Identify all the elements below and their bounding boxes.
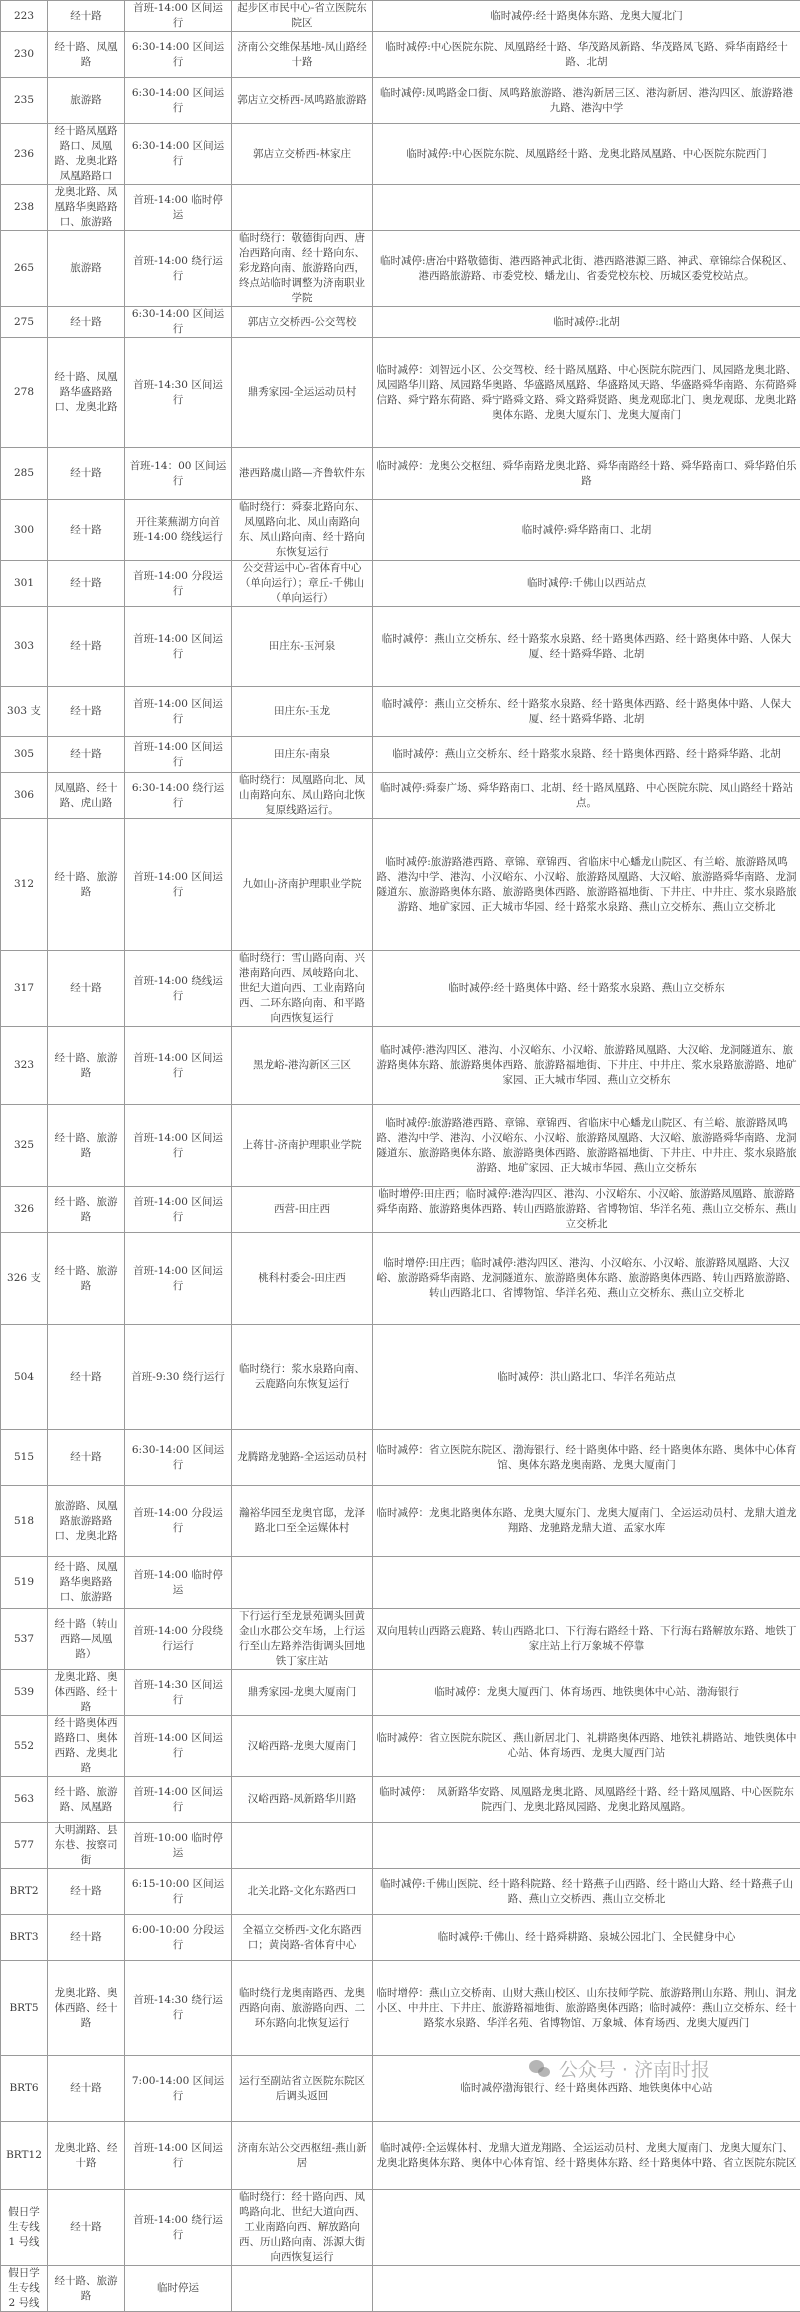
stop-changes-cell: 临时减停：龙奥北路奥体东路、龙奥大厦东门、龙奥大厦南门、全运运动员村、龙鼎大道龙翔路、龙驰路龙鼎大道、孟家水库 bbox=[373, 1486, 800, 1557]
operation-time-cell: 6:30-14:00 区间运行 bbox=[125, 307, 232, 338]
run-section-cell: 临时绕行：经十路向西、凤鸣路向北、世纪大道向西、工业南路向西、解放路向西、历山路向南、泺源大街向西恢复运行 bbox=[232, 2190, 373, 2266]
operation-time-cell: 首班-14:30 区间运行 bbox=[125, 338, 232, 448]
route-number-cell: 303 bbox=[1, 607, 48, 687]
stop-changes-cell: 临时减停:舜华路南口、北胡 bbox=[373, 500, 800, 561]
route-number-cell: 223 bbox=[1, 1, 48, 32]
affected-road-cell: 经十路（转山西路—凤凰路） bbox=[48, 1609, 125, 1670]
affected-road-cell: 经十路、凤凰路华盛路路口、龙奥北路 bbox=[48, 338, 125, 448]
table-row bbox=[1, 687, 800, 737]
run-section-cell: 鼎秀家园-龙奥大厦南门 bbox=[232, 1670, 373, 1716]
run-section-cell: 运行至副站省立医院东院区后调头返回 bbox=[232, 2056, 373, 2122]
stop-changes-cell: 临时减停渤海银行、经十路奥体西路、地铁奥体中心站 bbox=[373, 2056, 800, 2122]
table-row bbox=[1, 1961, 800, 2056]
route-number-cell: 300 bbox=[1, 500, 48, 561]
run-section-cell bbox=[232, 1823, 373, 1869]
operation-time-cell: 首班-14:00 区间运行 bbox=[125, 1027, 232, 1105]
operation-time-cell: 首班-14:00 区间运行 bbox=[125, 1, 232, 32]
affected-road-cell: 经十路奥体西路路口、奥体西路、龙奥北路 bbox=[48, 1716, 125, 1777]
route-number-cell: BRT6 bbox=[1, 2056, 48, 2122]
stop-changes-cell: 临时减停:千佛山以西站点 bbox=[373, 561, 800, 607]
route-number-cell: 326 支 bbox=[1, 1233, 48, 1325]
route-number-cell: 504 bbox=[1, 1325, 48, 1430]
operation-time-cell: 首班-9:30 绕行运行 bbox=[125, 1325, 232, 1430]
affected-road-cell: 经十路 bbox=[48, 737, 125, 773]
affected-road-cell: 旅游路 bbox=[48, 78, 125, 124]
operation-time-cell: 首班-10:00 临时停运 bbox=[125, 1823, 232, 1869]
table-row bbox=[1, 737, 800, 773]
run-section-cell: 黑龙峪-港沟新区三区 bbox=[232, 1027, 373, 1105]
affected-road-cell: 经十路、旅游路 bbox=[48, 1105, 125, 1187]
run-section-cell: 临时绕行：雪山路向南、兴港南路向西、凤岐路向北、世纪大道向西、工业南路向西、二环东路向南、和平路向西恢复运行 bbox=[232, 951, 373, 1027]
stop-changes-cell: 临时减停:千佛山、经十路舜耕路、泉城公园北门、全民健身中心 bbox=[373, 1915, 800, 1961]
affected-road-cell: 经十路、凤凰路华奥路路口、旅游路 bbox=[48, 1557, 125, 1609]
run-section-cell: 鼎秀家园-全运运动员村 bbox=[232, 338, 373, 448]
affected-road-cell: 经十路 bbox=[48, 1430, 125, 1486]
table-row bbox=[1, 1609, 800, 1670]
table-row bbox=[1, 1716, 800, 1777]
operation-time-cell: 首班-14:00 区间运行 bbox=[125, 819, 232, 951]
stop-changes-cell: 临时减停：刘智远小区、公交驾校、经十路凤凰路、中心医院东院西门、凤园路龙奥北路、凤园路华川路、凤园路华奥路、华盛路凤凰路、华盛路凤天路、华盛路舜华南路、东荷路舜信路、舜宁路东荷路、舜宁路舜文路、舜文路舜贤路、奥龙观邸北门、奥龙观邸、龙奥北路奥体东路、龙奥大厦东门、龙奥大厦南门 bbox=[373, 338, 800, 448]
table-row bbox=[1, 561, 800, 607]
table-row bbox=[1, 32, 800, 78]
run-section-cell: 下行运行至龙景苑调头回黄金山水郡公交车场，上行运行至山左路养浩街调头回地铁丁家庄站 bbox=[232, 1609, 373, 1670]
stop-changes-cell bbox=[373, 2190, 800, 2266]
route-number-cell: 305 bbox=[1, 737, 48, 773]
route-number-cell: 236 bbox=[1, 124, 48, 185]
operation-time-cell: 6:30-14:00 区间运行 bbox=[125, 124, 232, 185]
operation-time-cell: 首班-14:00 区间运行 bbox=[125, 737, 232, 773]
operation-time-cell: 6:30-14:00 区间运行 bbox=[125, 78, 232, 124]
route-number-cell: 537 bbox=[1, 1609, 48, 1670]
table-row bbox=[1, 1187, 800, 1233]
route-number-cell: 326 bbox=[1, 1187, 48, 1233]
affected-road-cell: 龙奥北路、奥体西路、经十路 bbox=[48, 1670, 125, 1716]
operation-time-cell: 6:30-14:00 绕行运行 bbox=[125, 773, 232, 819]
affected-road-cell: 经十路、旅游路 bbox=[48, 1027, 125, 1105]
affected-road-cell: 大明湖路、县东巷、按察司街 bbox=[48, 1823, 125, 1869]
operation-time-cell: 首班-14:00 分段运行 bbox=[125, 561, 232, 607]
run-section-cell: 田庄东-玉龙 bbox=[232, 687, 373, 737]
operation-time-cell: 首班-14:00 区间运行 bbox=[125, 2122, 232, 2190]
run-section-cell: 全福立交桥西-文化东路西口；黄岗路-省体育中心 bbox=[232, 1915, 373, 1961]
table-row bbox=[1, 78, 800, 124]
stop-changes-cell: 临时减停：龙奥公交枢纽、舜华南路龙奥北路、舜华南路经十路、舜华路南口、舜华路伯乐路 bbox=[373, 448, 800, 500]
operation-time-cell: 首班-14:00 区间运行 bbox=[125, 1716, 232, 1777]
operation-time-cell: 首班-14:00 绕行运行 bbox=[125, 2190, 232, 2266]
run-section-cell: 郭店立交桥西-林家庄 bbox=[232, 124, 373, 185]
run-section-cell: 临时绕行：凤凰路向北、凤山南路向东、凤山路向北恢复原线路运行。 bbox=[232, 773, 373, 819]
table-row bbox=[1, 231, 800, 307]
table-row bbox=[1, 1670, 800, 1716]
route-number-cell: 539 bbox=[1, 1670, 48, 1716]
affected-road-cell: 龙奥北路、奥体西路、经十路 bbox=[48, 1961, 125, 2056]
run-section-cell: 桃科村委会-田庄西 bbox=[232, 1233, 373, 1325]
route-number-cell: 230 bbox=[1, 32, 48, 78]
operation-time-cell: 首班-14:00 绕行运行 bbox=[125, 231, 232, 307]
route-number-cell: 假日学生专线 1 号线 bbox=[1, 2190, 48, 2266]
route-number-cell: 303 支 bbox=[1, 687, 48, 737]
route-number-cell: BRT2 bbox=[1, 1869, 48, 1915]
stop-changes-cell: 临时减停:港沟四区、港沟、小汉峪东、小汉峪、旅游路凤凰路、大汉峪、龙洞隧道东、旅游路奥体东路、旅游路奥体西路、旅游路福地街、下井庄、中井庄、浆水泉路旅游路、地矿家园、正大城市华园、燕山立交桥东 bbox=[373, 1027, 800, 1105]
run-section-cell bbox=[232, 2266, 373, 2312]
table-row bbox=[1, 2122, 800, 2190]
table-row bbox=[1, 1027, 800, 1105]
stop-changes-cell: 临时减停：燕山立交桥东、经十路浆水泉路、经十路奥体西路、经十路奥体中路、人保大厦、经十路舜华路、北胡 bbox=[373, 687, 800, 737]
stop-changes-cell: 临时减停:中心医院东院、凤凰路经十路、华茂路凤新路、华茂路凤飞路、舜华南路经十路、北胡 bbox=[373, 32, 800, 78]
affected-road-cell: 经十路 bbox=[48, 500, 125, 561]
stop-changes-cell: 临时减停：燕山立交桥东、经十路浆水泉路、经十路奥体西路、经十路舜华路、北胡 bbox=[373, 737, 800, 773]
stop-changes-cell: 临时减停：省立医院东院区、渤海银行、经十路奥体中路、经十路奥体东路、奥体中心体育馆、奥体东路龙奥南路、龙奥大厦南门 bbox=[373, 1430, 800, 1486]
route-number-cell: BRT5 bbox=[1, 1961, 48, 2056]
table-row bbox=[1, 1430, 800, 1486]
affected-road-cell: 经十路 bbox=[48, 561, 125, 607]
run-section-cell: 田庄东-玉河泉 bbox=[232, 607, 373, 687]
operation-time-cell: 开往莱蕪湖方向首班-14:00 绕线运行 bbox=[125, 500, 232, 561]
route-number-cell: 325 bbox=[1, 1105, 48, 1187]
run-section-cell: 临时绕行龙奥南路西、龙奥西路向南、旅游路向西、二环东路向北恢复运行 bbox=[232, 1961, 373, 2056]
run-section-cell bbox=[232, 185, 373, 231]
affected-road-cell: 经十路 bbox=[48, 687, 125, 737]
stop-changes-cell: 临时减停:中心医院东院、凤凰路经十路、龙奥北路凤凰路、中心医院东院西门 bbox=[373, 124, 800, 185]
affected-road-cell: 旅游路、凤凰路旅游路路口、龙奥北路 bbox=[48, 1486, 125, 1557]
operation-time-cell: 首班-14:00 区间运行 bbox=[125, 1105, 232, 1187]
operation-time-cell: 6:00-10:00 分段运行 bbox=[125, 1915, 232, 1961]
affected-road-cell: 经十路、旅游路 bbox=[48, 819, 125, 951]
stop-changes-cell: 临时减停:舜泰广场、舜华路南口、北胡、经十路凤凰路、中心医院东院、凤山路经十路站点。 bbox=[373, 773, 800, 819]
table-row bbox=[1, 2190, 800, 2266]
affected-road-cell: 经十路 bbox=[48, 1915, 125, 1961]
operation-time-cell: 6:15-10:00 区间运行 bbox=[125, 1869, 232, 1915]
affected-road-cell: 凤凰路、经十路、虎山路 bbox=[48, 773, 125, 819]
table-row bbox=[1, 338, 800, 448]
table-row bbox=[1, 500, 800, 561]
operation-time-cell: 首班-14:30 区间运行 bbox=[125, 1670, 232, 1716]
affected-road-cell: 经十路 bbox=[48, 951, 125, 1027]
table-row bbox=[1, 2266, 800, 2312]
run-section-cell: 临时绕行：敬德街向西、唐冶西路向南、经十路向东、彩龙路向南、旅游路向西，终点站临时调整为济南职业学院 bbox=[232, 231, 373, 307]
operation-time-cell: 首班-14:00 区间运行 bbox=[125, 1187, 232, 1233]
route-number-cell: 265 bbox=[1, 231, 48, 307]
route-number-cell: 317 bbox=[1, 951, 48, 1027]
route-number-cell: 519 bbox=[1, 1557, 48, 1609]
operation-time-cell: 首班-14:30 绕行运行 bbox=[125, 1961, 232, 2056]
wechat-icon bbox=[529, 2060, 551, 2078]
route-number-cell: 552 bbox=[1, 1716, 48, 1777]
affected-road-cell: 经十路 bbox=[48, 607, 125, 687]
affected-road-cell: 经十路 bbox=[48, 1, 125, 32]
table-row bbox=[1, 1869, 800, 1915]
stop-changes-cell bbox=[373, 1823, 800, 1869]
run-section-cell: 汉峪西路-龙奥大厦南门 bbox=[232, 1716, 373, 1777]
route-number-cell: 577 bbox=[1, 1823, 48, 1869]
run-section-cell: 济南东站公交西枢纽-燕山新居 bbox=[232, 2122, 373, 2190]
table-row bbox=[1, 1325, 800, 1430]
run-section-cell: 济南公交维保基地-凤山路经十路 bbox=[232, 32, 373, 78]
stop-changes-cell: 临时减停:唐冶中路敬德街、港西路神武北街、港西路港源三路、神武、章锦综合保税区、港西路旅游路、市委党校、蟠龙山、省委党校东校、历城区委党校站点。 bbox=[373, 231, 800, 307]
affected-road-cell: 旅游路 bbox=[48, 231, 125, 307]
stop-changes-cell: 临时增停：燕山立交桥南、山财大燕山校区、山东技师学院、旅游路荆山东路、荆山、洞龙小区、中井庄、下井庄、旅游路福地街、旅游路奥体西路；临时减停：燕山立交桥东、经十路浆水泉路、华洋名苑、省博物馆、万象城、体育场西、龙奥大厦西门 bbox=[373, 1961, 800, 2056]
stop-changes-cell: 临时减停:北胡 bbox=[373, 307, 800, 338]
affected-road-cell: 经十路 bbox=[48, 2056, 125, 2122]
affected-road-cell: 经十路、旅游路 bbox=[48, 1233, 125, 1325]
run-section-cell: 临时绕行：浆水泉路向南、云鹿路向东恢复运行 bbox=[232, 1325, 373, 1430]
run-section-cell: 龙腾路龙驰路-全运运动员村 bbox=[232, 1430, 373, 1486]
operation-time-cell: 首班-14:00 临时停运 bbox=[125, 185, 232, 231]
affected-road-cell: 龙奥北路、经十路 bbox=[48, 2122, 125, 2190]
run-section-cell: 田庄东-南泉 bbox=[232, 737, 373, 773]
table-row bbox=[1, 1105, 800, 1187]
stop-changes-cell: 临时减停:旅游路港西路、章锦、章锦西、省临床中心蟠龙山院区、有兰峪、旅游路凤鸣路、港沟中学、港沟、小汉峪东、小汉峪、旅游路凤凰路、大汉峪、旅游路舜华南路、龙洞隧道东、旅游路奥体东路、旅游路奥体西路、旅游路福地街、下井庄、中井庄、浆水泉路旅游路、地矿家园、正大城市华园、燕山立交桥东 bbox=[373, 1105, 800, 1187]
stop-changes-cell: 临时减停:经十路奥体东路、龙奥大厦北门 bbox=[373, 1, 800, 32]
table-row bbox=[1, 951, 800, 1027]
table-row bbox=[1, 607, 800, 687]
route-number-cell: 238 bbox=[1, 185, 48, 231]
table-row bbox=[1, 1486, 800, 1557]
operation-time-cell: 6:30-14:00 区间运行 bbox=[125, 1430, 232, 1486]
operation-time-cell: 首班-14:00 分段绕行运行 bbox=[125, 1609, 232, 1670]
watermark-text: 公众号 · 济南时报 bbox=[559, 2055, 710, 2082]
stop-changes-cell: 临时减停：燕山立交桥东、经十路浆水泉路、经十路奥体西路、经十路奥体中路、人保大厦、经十路舜华路、北胡 bbox=[373, 607, 800, 687]
route-number-cell: 515 bbox=[1, 1430, 48, 1486]
route-number-cell: BRT3 bbox=[1, 1915, 48, 1961]
table-row bbox=[1, 448, 800, 500]
table-row bbox=[1, 1777, 800, 1823]
route-number-cell: 312 bbox=[1, 819, 48, 951]
table-row bbox=[1, 819, 800, 951]
operation-time-cell: 首班-14：00 区间运行 bbox=[125, 448, 232, 500]
table-row bbox=[1, 1557, 800, 1609]
route-number-cell: 275 bbox=[1, 307, 48, 338]
table-row bbox=[1, 1, 800, 32]
run-section-cell: 上蒋甘-济南护理职业学院 bbox=[232, 1105, 373, 1187]
route-number-cell: 518 bbox=[1, 1486, 48, 1557]
stop-changes-cell: 临时减停：省立医院东院区、燕山新居北门、礼耕路奥体西路、地铁礼耕路站、地铁奥体中心站、体育场西、龙奥大厦西门站 bbox=[373, 1716, 800, 1777]
stop-changes-cell: 临时减停：洪山路北口、华洋名苑站点 bbox=[373, 1325, 800, 1430]
stop-changes-cell: 双向甩转山西路云鹿路、转山西路北口、下行海右路经十路、下行海右路解放东路、地铁丁家庄站上行万象城不停靠 bbox=[373, 1609, 800, 1670]
run-section-cell: 临时绕行：舜泰北路向东、凤凰路向北、凤山南路向东、凤山路向南、经十路向东恢复运行 bbox=[232, 500, 373, 561]
stop-changes-cell: 临时减停:经十路奥体中路、经十路浆水泉路、燕山立交桥东 bbox=[373, 951, 800, 1027]
affected-road-cell: 经十路 bbox=[48, 307, 125, 338]
route-number-cell: 285 bbox=[1, 448, 48, 500]
run-section-cell: 公交营运中心-省体育中心（单向运行）；章丘-千佛山（单向运行） bbox=[232, 561, 373, 607]
run-section-cell: 郭店立交桥西-凤鸣路旅游路 bbox=[232, 78, 373, 124]
route-number-cell: 563 bbox=[1, 1777, 48, 1823]
operation-time-cell: 首班-14:00 分段运行 bbox=[125, 1486, 232, 1557]
operation-time-cell: 首班-14:00 区间运行 bbox=[125, 607, 232, 687]
run-section-cell: 瀚裕华园至龙奥官邸，龙泽路北口至全运媒体村 bbox=[232, 1486, 373, 1557]
run-section-cell bbox=[232, 1557, 373, 1609]
affected-road-cell: 龙奥北路、凤凰路华奥路路口、旅游路 bbox=[48, 185, 125, 231]
affected-road-cell: 经十路、旅游路、凤凰路 bbox=[48, 1777, 125, 1823]
route-number-cell: 323 bbox=[1, 1027, 48, 1105]
affected-road-cell: 经十路 bbox=[48, 448, 125, 500]
route-number-cell: 278 bbox=[1, 338, 48, 448]
table-row bbox=[1, 124, 800, 185]
affected-road-cell: 经十路、旅游路 bbox=[48, 1187, 125, 1233]
route-number-cell: 301 bbox=[1, 561, 48, 607]
operation-time-cell: 6:30-14:00 区间运行 bbox=[125, 32, 232, 78]
operation-time-cell: 首班-14:00 绕线运行 bbox=[125, 951, 232, 1027]
operation-time-cell: 首班-14:00 区间运行 bbox=[125, 687, 232, 737]
table-row bbox=[1, 773, 800, 819]
route-number-cell: 306 bbox=[1, 773, 48, 819]
stop-changes-cell bbox=[373, 1557, 800, 1609]
affected-road-cell: 经十路 bbox=[48, 2190, 125, 2266]
table-row bbox=[1, 185, 800, 231]
run-section-cell: 起步区市民中心-省立医院东院区 bbox=[232, 1, 373, 32]
stop-changes-cell: 临时增停:田庄西；临时减停:港沟四区、港沟、小汉峪东、小汉峪、旅游路凤凰路、旅游路舜华南路、旅游路奥体西路、转山西路旅游路、省博物馆、华洋名苑、燕山立交桥东、燕山立交桥北 bbox=[373, 1187, 800, 1233]
stop-changes-cell: 临时减停：龙奥大厦西门、体育场西、地铁奥体中心站、渤海银行 bbox=[373, 1670, 800, 1716]
operation-time-cell: 首班-14:00 临时停运 bbox=[125, 1557, 232, 1609]
affected-road-cell: 经十路凤凰路路口、凤凰路、龙奥北路凤凰路路口 bbox=[48, 124, 125, 185]
run-section-cell: 郭店立交桥西-公交驾校 bbox=[232, 307, 373, 338]
affected-road-cell: 经十路、凤凰路 bbox=[48, 32, 125, 78]
stop-changes-cell: 临时增停:田庄西；临时减停:港沟四区、港沟、小汉峪东、小汉峪、旅游路凤凰路、大汉峪、旅游路舜华南路、龙洞隧道东、旅游路奥体东路、旅游路奥体西路、转山西路旅游路、转山西路北口、省博物馆、华洋名苑、燕山立交桥东、燕山立交桥北 bbox=[373, 1233, 800, 1325]
operation-time-cell: 首班-14:00 区间运行 bbox=[125, 1777, 232, 1823]
affected-road-cell: 经十路 bbox=[48, 1869, 125, 1915]
stop-changes-cell bbox=[373, 185, 800, 231]
stop-changes-cell: 临时减停:千佛山医院、经十路科院路、经十路燕子山西路、经十路山大路、经十路燕子山路、燕山立交桥西、燕山立交桥北 bbox=[373, 1869, 800, 1915]
table-row bbox=[1, 307, 800, 338]
table-row bbox=[1, 1233, 800, 1325]
run-section-cell: 港西路虞山路—齐鲁软件东 bbox=[232, 448, 373, 500]
table-row bbox=[1, 1823, 800, 1869]
table-row bbox=[1, 1915, 800, 1961]
stop-changes-cell: 临时减停： 凤新路华安路、凤凰路龙奥北路、凤凰路经十路、经十路凤凰路、中心医院东院西门、龙奥北路凤园路、龙奥北路凤凰路。 bbox=[373, 1777, 800, 1823]
operation-time-cell: 临时停运 bbox=[125, 2266, 232, 2312]
affected-road-cell: 经十路 bbox=[48, 1325, 125, 1430]
affected-road-cell: 经十路、旅游路 bbox=[48, 2266, 125, 2312]
run-section-cell: 九如山-济南护理职业学院 bbox=[232, 819, 373, 951]
operation-time-cell: 7:00-14:00 区间运行 bbox=[125, 2056, 232, 2122]
watermark bbox=[529, 2055, 710, 2082]
run-section-cell: 汉峪西路-凤新路华川路 bbox=[232, 1777, 373, 1823]
run-section-cell: 北关北路-文化东路西口 bbox=[232, 1869, 373, 1915]
stop-changes-cell: 临时减停:凤鸣路金口街、凤鸣路旅游路、港沟新居三区、港沟新居、港沟四区、旅游路港九路、港沟中学 bbox=[373, 78, 800, 124]
stop-changes-cell: 临时减停:全运媒体村、龙鼎大道龙翔路、全运运动员村、龙奥大厦南门、龙奥大厦东门、龙奥北路奥体东路、奥体中心体育馆、经十路奥体东路、经十路奥体中路、省立医院东院区 bbox=[373, 2122, 800, 2190]
route-number-cell: BRT12 bbox=[1, 2122, 48, 2190]
route-number-cell: 235 bbox=[1, 78, 48, 124]
stop-changes-cell: 临时减停:旅游路港西路、章锦、章锦西、省临床中心蟠龙山院区、有兰峪、旅游路凤鸣路、港沟中学、港沟、小汉峪东、小汉峪、旅游路凤凰路、大汉峪、旅游路舜华南路、龙洞隧道东、旅游路奥体东路、旅游路奥体西路、旅游路福地街、下井庄、中井庄、浆水泉路旅游路、地矿家园、正大城市华园、经十路浆水泉路、燕山立交桥东、燕山立交桥北 bbox=[373, 819, 800, 951]
run-section-cell: 西营-田庄西 bbox=[232, 1187, 373, 1233]
operation-time-cell: 首班-14:00 区间运行 bbox=[125, 1233, 232, 1325]
stop-changes-cell bbox=[373, 2266, 800, 2312]
route-number-cell: 假日学生专线 2 号线 bbox=[1, 2266, 48, 2312]
